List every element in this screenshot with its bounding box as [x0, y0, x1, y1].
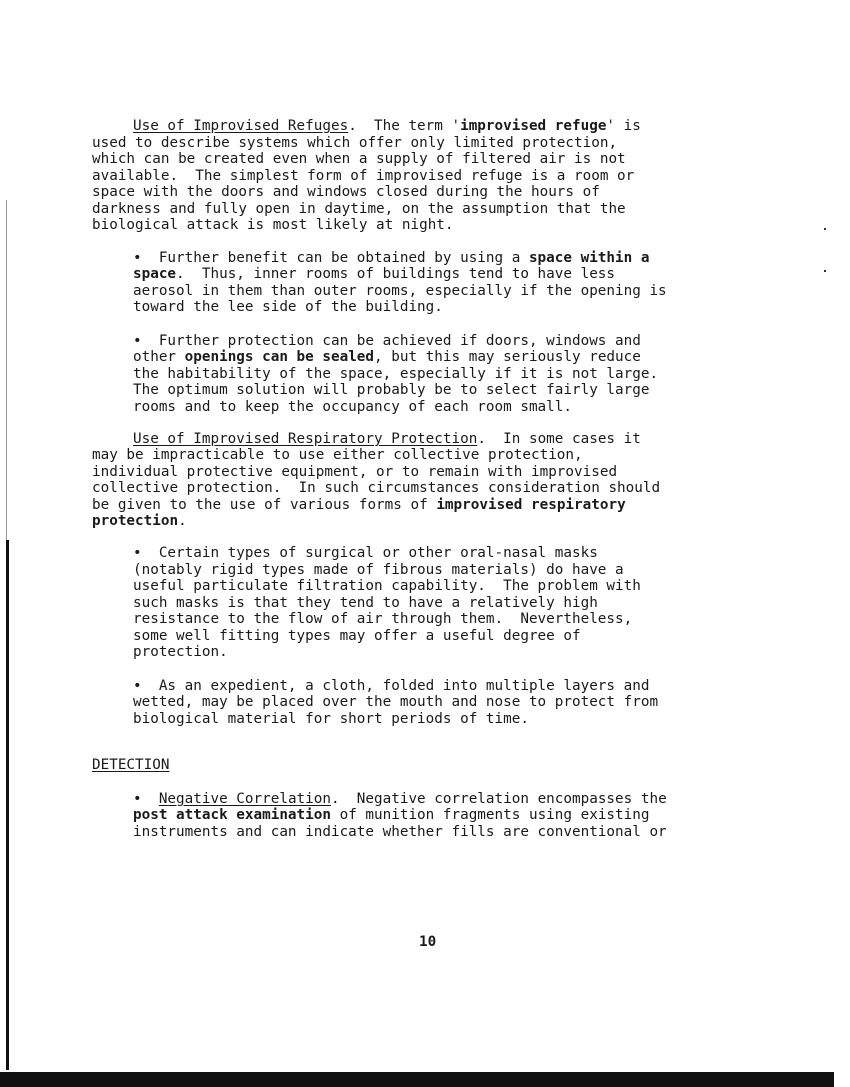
bullet-line: space. Thus, inner rooms of buildings tend to have less	[133, 266, 616, 282]
bullet-line: toward the lee side of the building.	[133, 299, 443, 315]
bold-term: space	[133, 266, 177, 282]
bullet-line: • Certain types of surgical or other oral-nasal masks	[133, 545, 598, 561]
bullet-line: • As an expedient, a cloth, folded into multiple layers and	[133, 678, 650, 694]
paragraph-line: Use of Improvised Respiratory Protection. In some cases it	[133, 431, 641, 447]
paragraph-line: darkness and fully open in daytime, on the assumption that the	[92, 201, 626, 217]
paragraph-line: biological attack is most likely at night.	[92, 217, 454, 233]
paragraph-line: Use of Improvised Refuges. The term 'improvised refuge' is	[133, 118, 641, 134]
bullet-line: biological material for short periods of time.	[133, 711, 529, 727]
bullet-line: protection.	[133, 644, 228, 660]
paragraph-line: collective protection. In such circumstances consideration should	[92, 480, 661, 496]
section-heading: Use of Improvised Refuges	[133, 118, 349, 134]
bullet-line: other openings can be sealed, but this may seriously reduce	[133, 349, 641, 365]
paragraph-line: which can be created even when a supply of filtered air is not	[92, 151, 626, 167]
bold-term: post attack examination	[133, 807, 331, 823]
scan-speck	[824, 228, 826, 230]
bullet-line: such masks is that they tend to have a relatively high	[133, 595, 598, 611]
paragraph-line: space with the doors and windows closed during the hours of	[92, 184, 600, 200]
bullet-line: useful particulate filtration capability. The problem with	[133, 578, 641, 594]
scan-left-edge	[6, 540, 9, 1070]
bullet-line: • Further protection can be achieved if doors, windows and	[133, 333, 641, 349]
bold-term: openings can be sealed	[184, 349, 375, 365]
scan-speck	[824, 270, 826, 272]
bold-term: improvised respiratory	[436, 497, 626, 513]
bullet-line: The optimum solution will probably be to select fairly large	[133, 382, 650, 398]
bullet-line: • Negative Correlation. Negative correlation encompasses the	[133, 791, 667, 807]
bullet-line: post attack examination of munition fragments using existing	[133, 807, 650, 823]
page-number: 10	[419, 934, 437, 950]
paragraph-line: may be impracticable to use either collective protection,	[92, 447, 583, 463]
paragraph-line: used to describe systems which offer only limited protection,	[92, 135, 618, 151]
bullet-line: aerosol in them than outer rooms, especially if the opening is	[133, 283, 667, 299]
bold-term: protection	[92, 513, 179, 529]
section-heading: Use of Improvised Respiratory Protection	[133, 431, 478, 447]
bold-term: improvised refuge	[460, 118, 607, 134]
bullet-line: some well fitting types may offer a useful degree of	[133, 628, 581, 644]
paragraph-line: be given to the use of various forms of improvised respiratory	[92, 497, 626, 513]
paragraph-line: available. The simplest form of improvised refuge is a room or	[92, 168, 635, 184]
bullet-line: instruments and can indicate whether fills are conventional or	[133, 824, 667, 840]
paragraph-line: protection.	[92, 513, 187, 529]
bold-term: space within a	[528, 250, 650, 266]
paragraph-line: individual protective equipment, or to remain with improvised	[92, 464, 618, 480]
section-heading: Negative Correlation	[158, 791, 331, 807]
scan-left-edge-faint	[6, 200, 7, 540]
scan-bottom-edge	[0, 1072, 834, 1087]
detection-heading: DETECTION	[92, 757, 170, 773]
bullet-line: • Further benefit can be obtained by using a space within a	[133, 250, 650, 266]
bullet-line: the habitability of the space, especially if it is not large.	[133, 366, 659, 382]
bullet-line: rooms and to keep the occupancy of each room small.	[133, 399, 572, 415]
bullet-line: resistance to the flow of air through them. Nevertheless,	[133, 611, 633, 627]
bullet-line: wetted, may be placed over the mouth and nose to protect from	[133, 694, 659, 710]
bullet-line: (notably rigid types made of fibrous materials) do have a	[133, 562, 624, 578]
